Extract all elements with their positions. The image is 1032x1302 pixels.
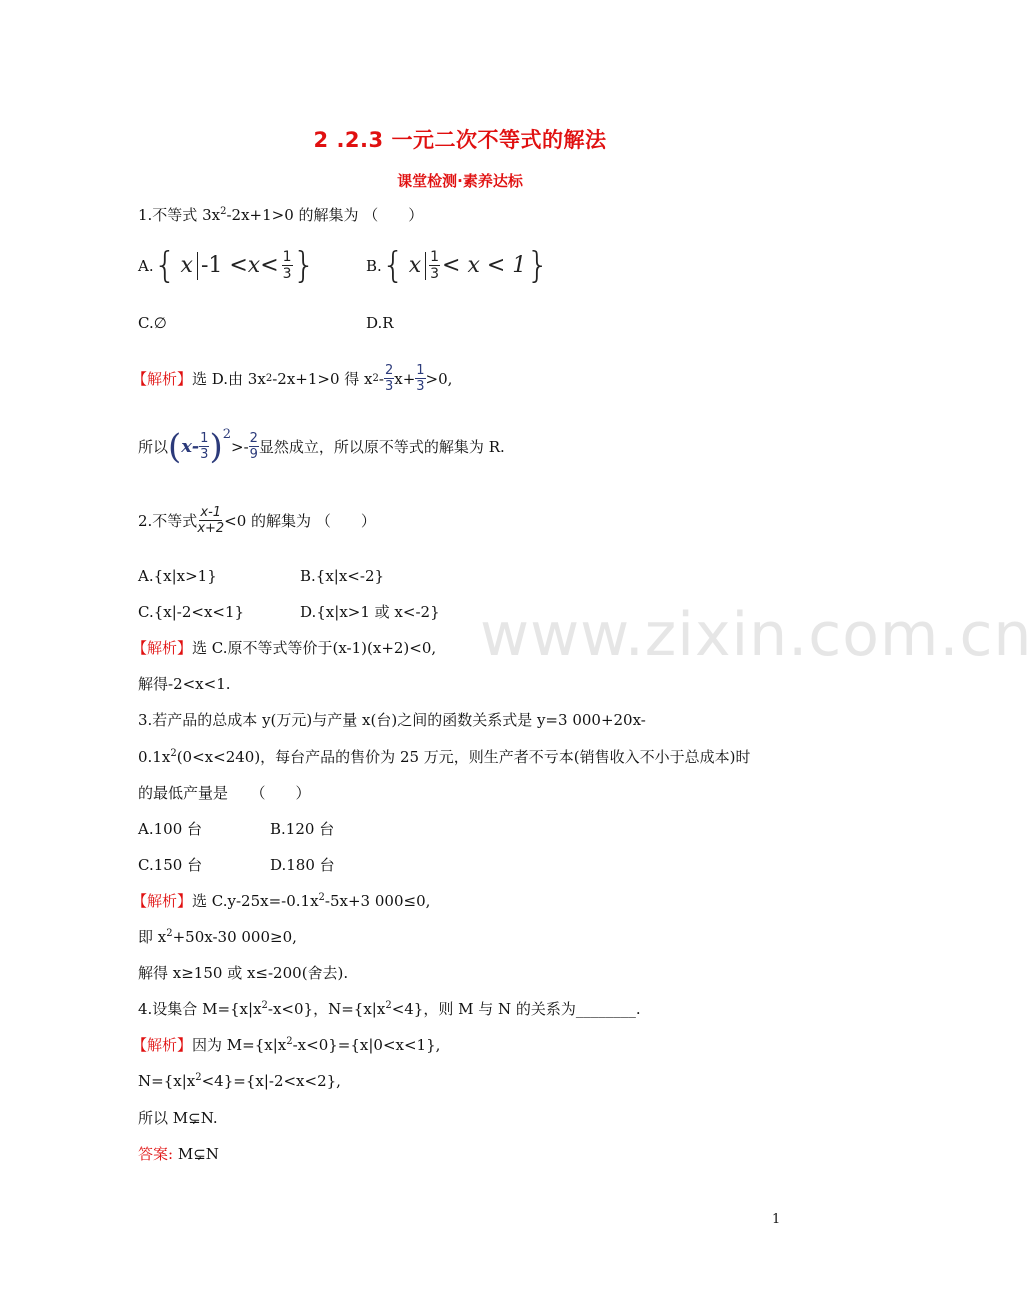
q3-option-d: D.180 台	[270, 856, 335, 874]
q2-stem: 2.不等式 $\frac{x-1}{x+2}$ <0 的解集为 （ ）	[138, 505, 376, 536]
q1-explanation-1: 【解析】 选 D.由 3x 2 -2x+1>0 得 x 2 - $\frac{2}{3}$ x+ $\frac{1}{3}$ >0,	[132, 363, 453, 394]
q2-option-d: D.{x|x>1 或 x<-2}	[300, 603, 440, 621]
q3-explanation-1: 【解析】选 $C.y-25x=-0.1x^2-5x+3$ 000≤0,	[132, 892, 431, 910]
page-subtitle: 课堂检测·素养达标	[397, 172, 523, 190]
q4-explanation-3: 所以 M⊊N.	[138, 1109, 218, 1127]
q4-explanation-1: 【解析】因为 $M=\{x|x^2-x<0\}=\{x|0<x<1\}$,	[132, 1036, 441, 1054]
q1-option-b: B. { x $\frac{1}{3}$ < x < 1 }	[366, 244, 550, 286]
q2-option-b: B.{x|x<-2}	[300, 567, 385, 585]
q4-answer: 答案: M⊊N	[138, 1145, 219, 1163]
watermark: www.zixin.com.cn	[480, 600, 1032, 670]
q1-option-a: A. { x -1 < x < $\frac{1}{3}$ }	[138, 244, 316, 286]
q3-explanation-2: 即 $x^2+50x-30$ 000≥0,	[138, 928, 297, 946]
q1-stem: 1.不等式 $3x^2-2x+1>0$ 的解集为 （ ）	[138, 206, 424, 224]
q3-option-c: C.150 台	[138, 856, 203, 874]
page-title: 2 .2.3 一元二次不等式的解法	[313, 128, 607, 152]
q3-explanation-3: 解得 x≥150 或 x≤-200(舍去).	[138, 964, 349, 982]
q4-stem: 4.设集合 $M=\{x|x^2-x<0\}$，$N=\{x|x^2<4\}$，则 M 与 N 的关系为________.	[138, 1000, 641, 1018]
q3-option-b: B.120 台	[270, 820, 335, 838]
q3-stem-line-3: 的最低产量是 （ ）	[138, 784, 311, 802]
page-number: 1	[772, 1212, 781, 1227]
q1-option-d: D.R	[366, 314, 394, 332]
q1-explanation-2: 所以 ( x- $\frac{1}{3}$ ) 2 >- $\frac{2}{9}$ 显然成立，所以原不等式的解集为 R.	[138, 426, 505, 467]
q3-option-a: A.100 台	[138, 820, 202, 838]
q2-option-c: C.{x|-2<x<1}	[138, 603, 245, 621]
q2-explanation-2: 解得-2<x<1.	[138, 675, 231, 693]
q2-option-a: A.{x|x>1}	[138, 567, 217, 585]
q3-stem-line-2: $0.1x^2(0<x<240)$，每台产品的售价为 25 万元，则生产者不亏本(销售收入不小于总成本)时	[138, 748, 751, 766]
q2-explanation-1: 【解析】选 C.原不等式等价于(x-1)(x+2)<0,	[132, 639, 437, 657]
q3-stem-line-1: 3.若产品的总成本 y(万元)与产量 x(台)之间的函数关系式是 y=3 000+20x-	[138, 711, 646, 729]
q1-option-c: C.∅	[138, 314, 167, 332]
q4-explanation-2: $N=\{x|x^2<4\}=\{x|-2<x<2\}$,	[138, 1072, 341, 1090]
